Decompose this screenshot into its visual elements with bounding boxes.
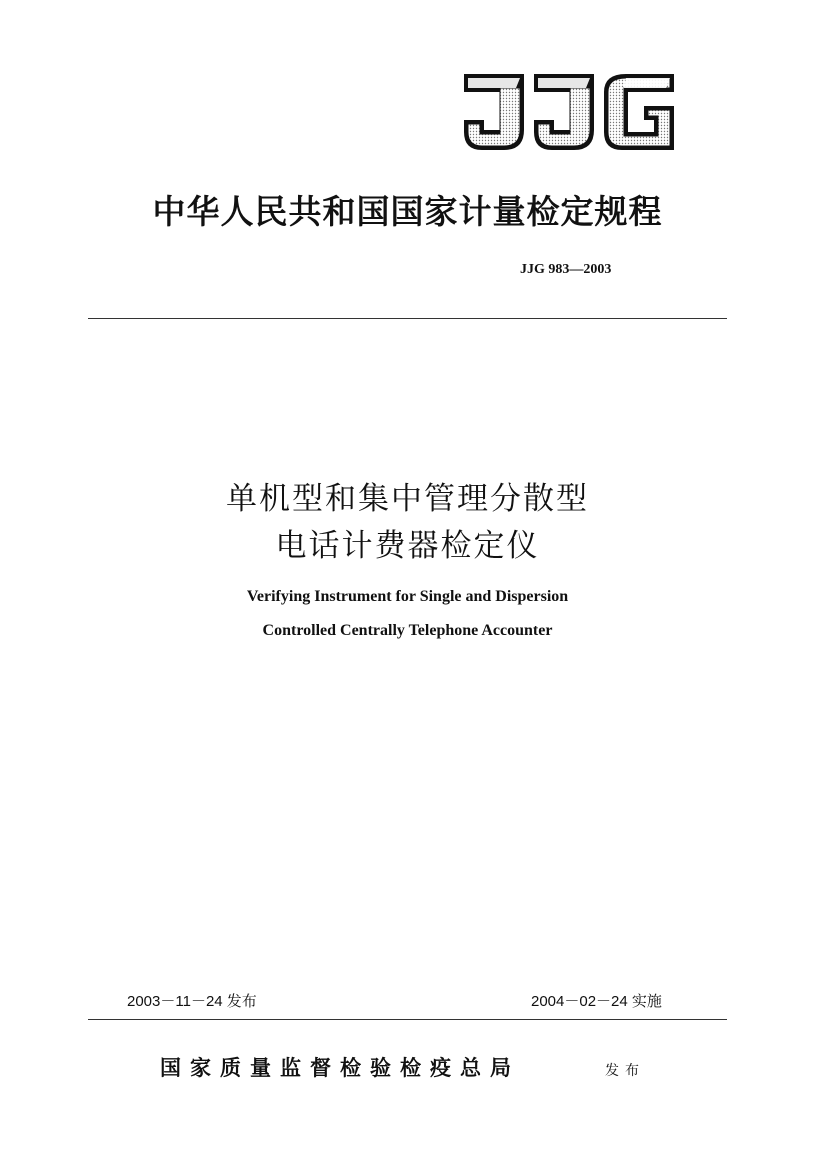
issue-date: 2003－11－24 发布 bbox=[127, 993, 257, 1010]
logo-letter-j2 bbox=[534, 74, 594, 150]
document-title-cn-line1: 单机型和集中管理分散型 bbox=[226, 481, 589, 517]
top-divider bbox=[88, 318, 727, 319]
document-title-cn-line2: 电话计费器检定仪 bbox=[275, 528, 540, 564]
bottom-divider bbox=[88, 1019, 727, 1020]
publish-label: 发布 bbox=[605, 1063, 645, 1079]
document-title-en-line1: Verifying Instrument for Single and Dispersion bbox=[246, 588, 569, 605]
implementation-date: 2004－02－24 实施 bbox=[531, 993, 662, 1010]
org-title: 中华人民共和国国家计量检定规程 bbox=[152, 192, 663, 231]
logo-letter-g bbox=[604, 74, 674, 150]
logo-letter-j1 bbox=[464, 74, 524, 150]
jjg-logo bbox=[460, 70, 678, 154]
publisher-name: 国家质量监督检验检疫总局 bbox=[160, 1055, 520, 1080]
standard-code: JJG 983—2003 bbox=[520, 262, 612, 277]
document-title-en-line2: Controlled Centrally Telephone Accounter bbox=[262, 622, 553, 639]
